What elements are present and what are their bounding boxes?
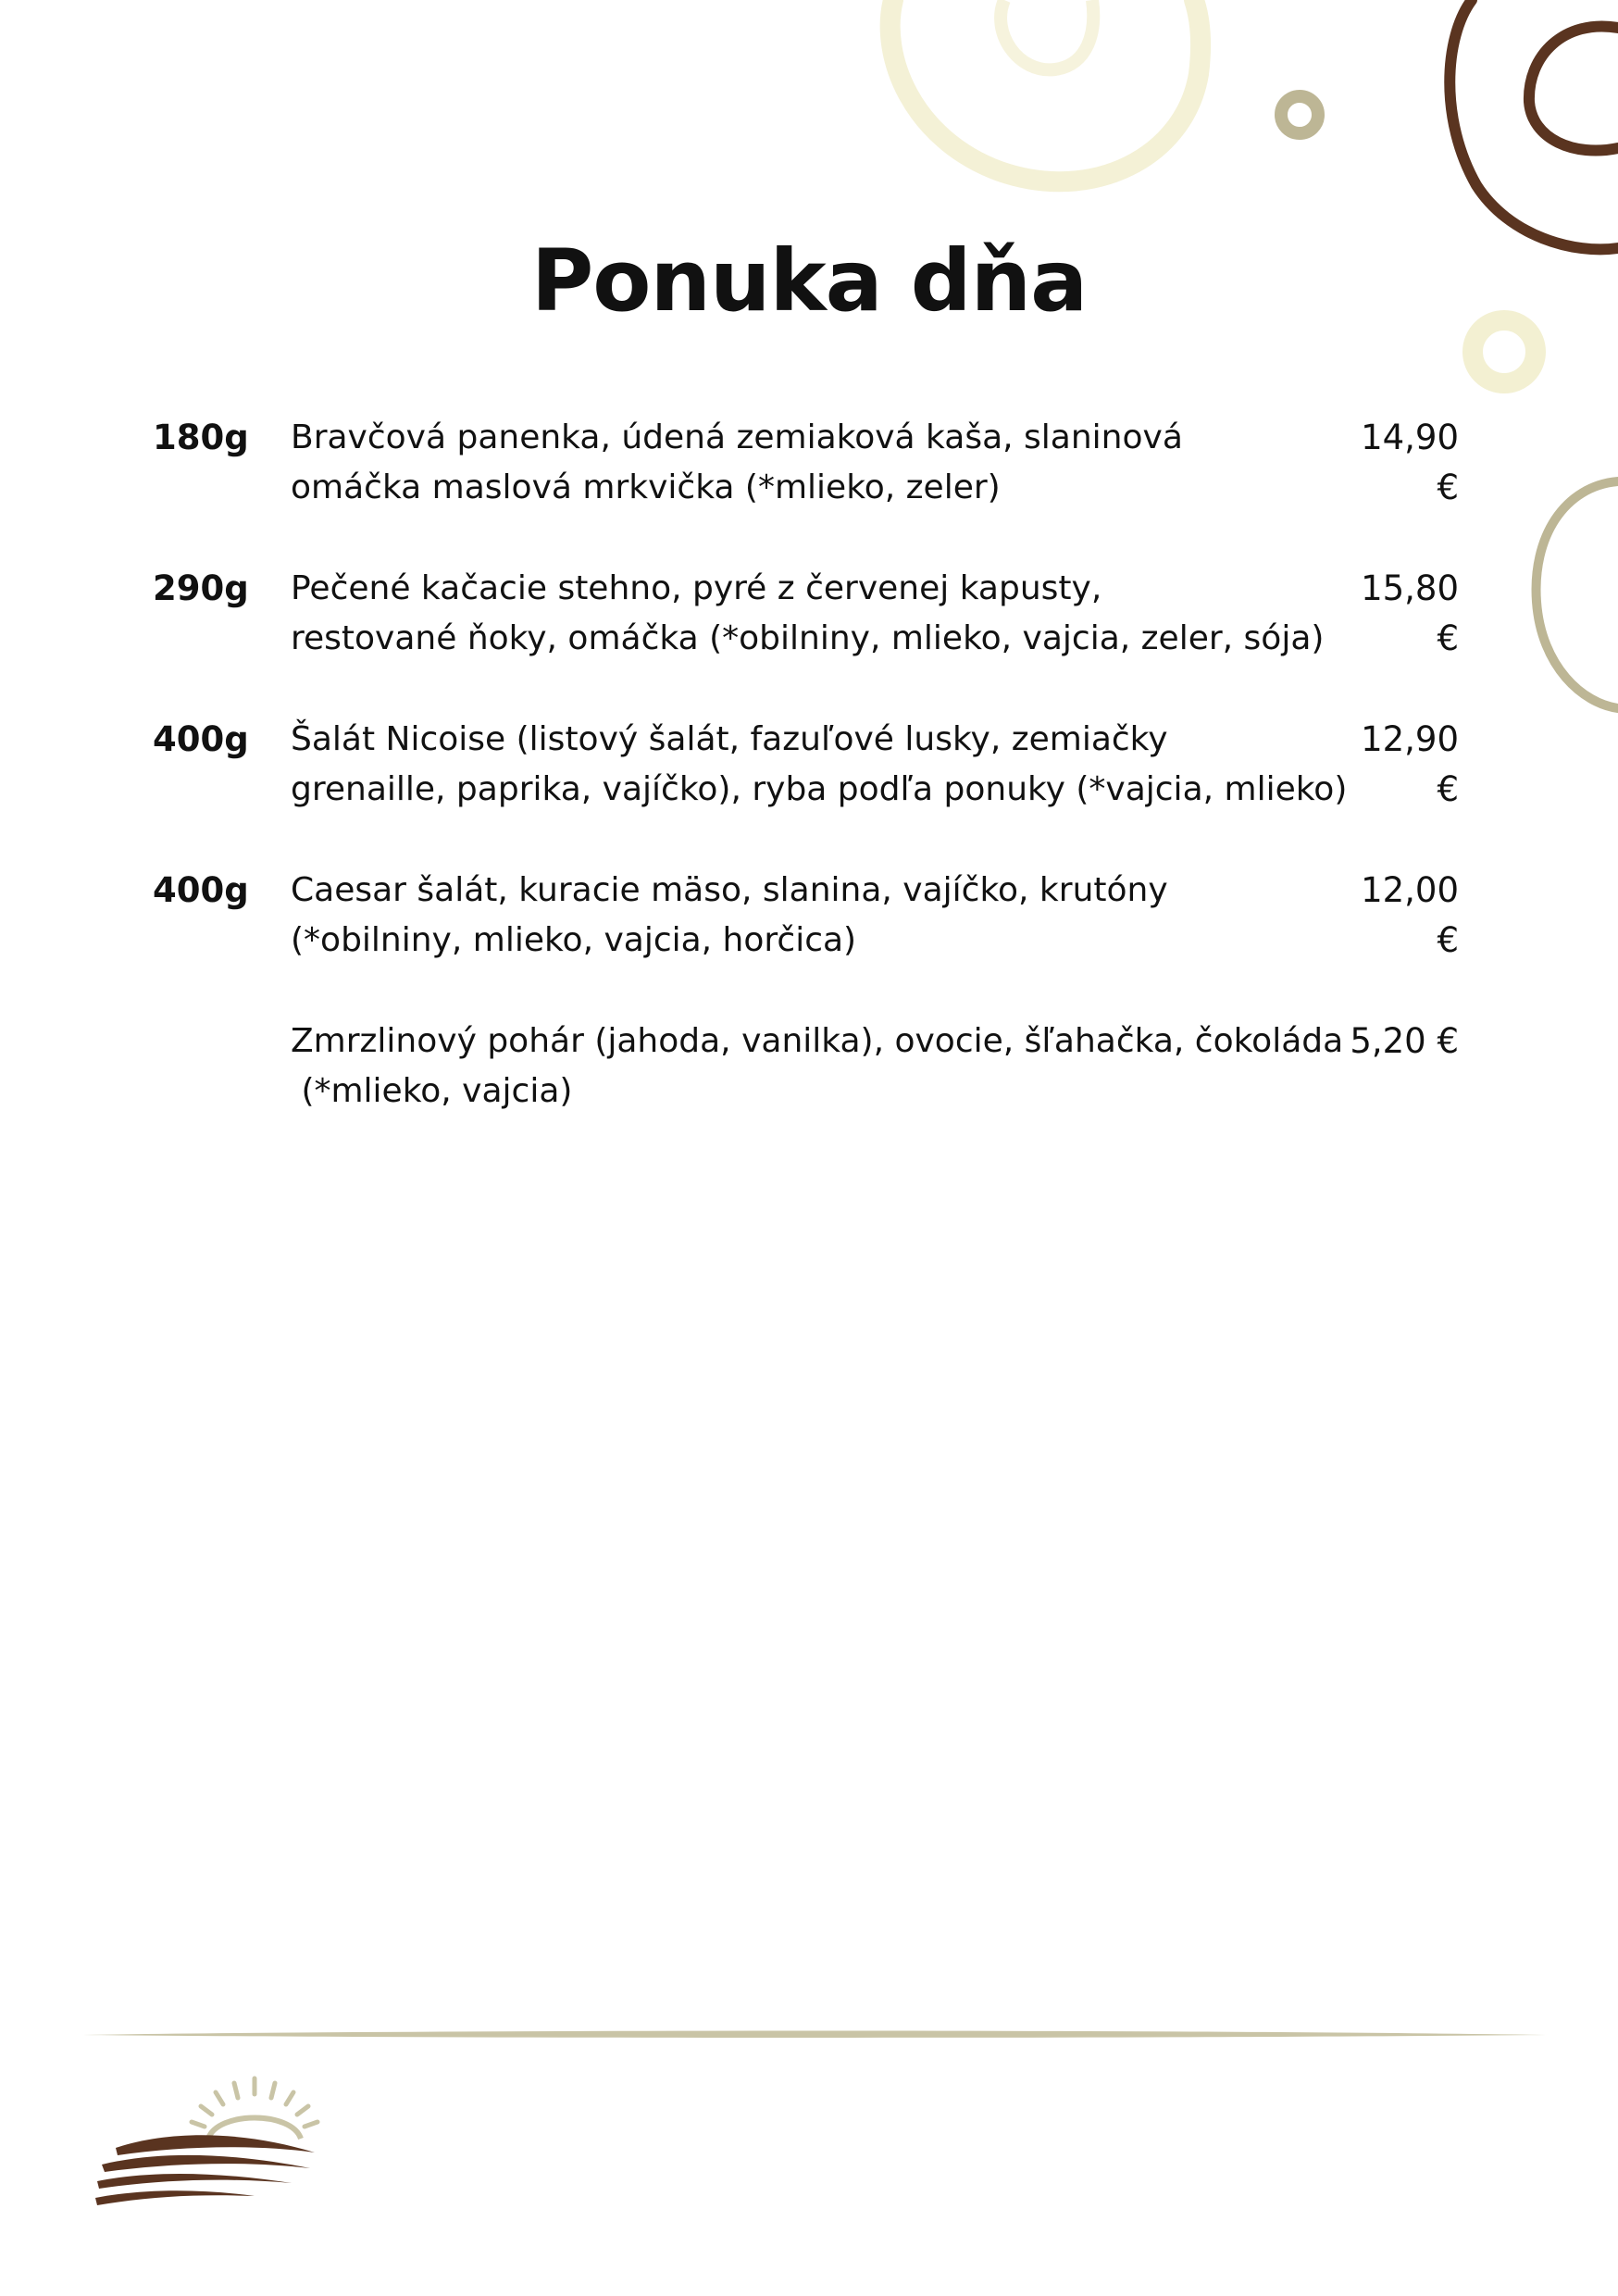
item-price: 15,80 € [1361,568,1459,658]
item-description [291,564,1346,664]
page-title: Ponuka dňa [530,231,1088,331]
item-weight: 400g [153,719,249,759]
menu-item [0,564,1618,675]
item-description [291,866,1346,966]
description-line: (*mlieko, vajcia) [291,1072,573,1110]
sunrise-logo-icon [88,2065,329,2213]
description-line: restované ňoky, omáčka (*obilniny, mlieko, vajcia, zeler, sója) [291,619,1325,657]
description-line: Caesar šalát, kuracie mäso, slanina, vajíčko, krutóny [291,871,1168,909]
menu-item [0,715,1618,826]
item-price: 12,00 € [1361,870,1459,960]
menu-item [0,413,1618,524]
item-weight: 180g [153,418,249,457]
description-line: (*obilniny, mlieko, vajcia, horčica) [291,921,857,959]
item-description [291,413,1346,513]
description-line: Zmrzlinový pohár (jahoda, vanilka), ovocie, šľahačka, čokoláda [291,1022,1344,1060]
item-price: 14,90 € [1361,418,1459,507]
description-line: Bravčová panenka, údená zemiaková kaša, slaninová [291,418,1183,456]
item-price: 5,20 € [1350,1021,1459,1061]
item-description [291,715,1346,815]
footer-divider [83,2028,1546,2040]
item-weight: 400g [153,870,249,910]
description-line: omáčka maslová mrkvička (*mlieko, zeler) [291,468,1001,506]
description-line: grenaille, paprika, vajíčko), ryba podľa ponuky (*vajcia, mlieko) [291,770,1348,808]
description-line: Pečené kačacie stehno, pyré z červenej kapusty, [291,569,1102,607]
item-description [291,1017,1346,1117]
menu-item [0,866,1618,977]
item-price: 12,90 € [1361,719,1459,809]
menu-item [0,1017,1618,1128]
item-weight: 290g [153,568,249,608]
description-line: Šalát Nicoise (listový šalát, fazuľové lusky, zemiačky [291,720,1168,758]
